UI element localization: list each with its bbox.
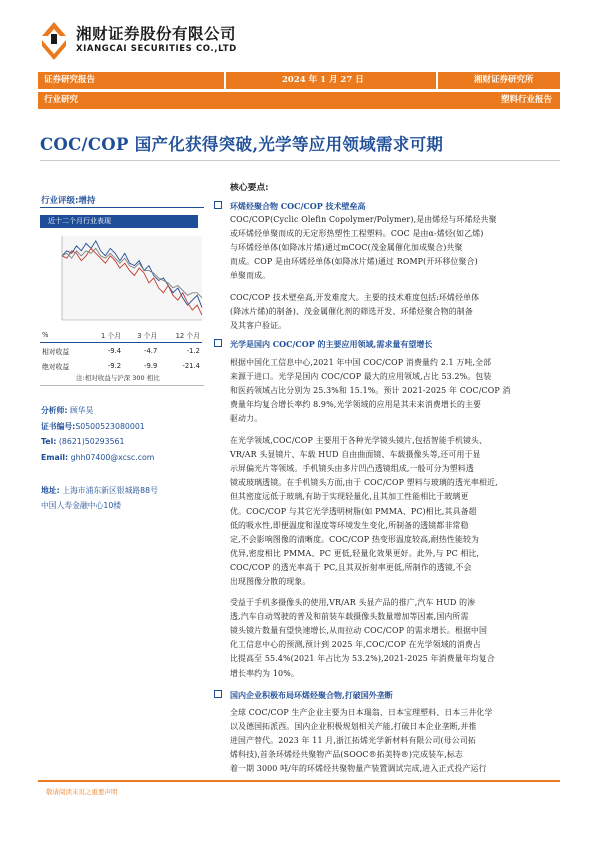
paragraph-line: 镜或玻璃透镜。在手机镜头方面,由于 COC/COP 塑料与玻璃的透光率相近, bbox=[230, 478, 498, 488]
paragraph-line: 示屏偏光片等领域。手机镜头由多片凹凸透镜组成,一般可分为塑料透 bbox=[230, 464, 474, 474]
table-cell: -9.4 bbox=[107, 346, 122, 355]
tel-line bbox=[41, 437, 124, 446]
section-heading-text: 环烯烃聚合物 COC/COP 技术壁垒高 bbox=[230, 201, 366, 211]
title-divider bbox=[40, 160, 560, 161]
paragraph-line: 或环烯烃单聚而成的无定形热塑性工程塑料。COC 是由α-烯烃(如乙烯) bbox=[230, 229, 484, 239]
table-header-row bbox=[40, 327, 202, 343]
paragraph-line: 根据中国化工信息中心,2021 年中国 COC/COP 消费量约 2.1 万吨,全部 bbox=[230, 358, 492, 367]
table-divider bbox=[40, 385, 204, 386]
paragraph-line: 优。COC/COP 与其它光学透明树脂(如 PMMA、PC)相比,其具备超 bbox=[230, 506, 477, 516]
paragraph-line: 受益于手机多摄像头的使用,VR/AR 头显产品的推广,汽车 HUD 的渗 bbox=[230, 598, 476, 607]
tel-value: (8621)50293561 bbox=[58, 437, 125, 446]
paragraph-line: 定,不会影响图像的清晰度。COC/COP 热变形温度较高,耐热性能较为 bbox=[230, 534, 480, 544]
company-logo-icon bbox=[40, 20, 68, 64]
paragraph-line: 全球 COC/COP 生产企业主要为日本瑞翁、日本宝理塑料、日本三井化学 bbox=[230, 708, 493, 717]
key-points-title: 核心要点: bbox=[230, 183, 269, 193]
paragraph-line: 烯科技),首条环烯烃共聚物产品(SOOC®拓美特®)完成装车,标志 bbox=[230, 750, 463, 760]
bar-divider bbox=[436, 72, 438, 89]
paragraph-line: 以及德国拓派西。国内企业积极规划相关产能,打破日本企业垄断,并推 bbox=[230, 722, 477, 732]
table-cell: -21.4 bbox=[182, 361, 200, 370]
header-bar-top bbox=[38, 72, 560, 89]
analyst-name: 顾华昊 bbox=[70, 406, 94, 415]
square-bullet-icon bbox=[214, 339, 222, 347]
row-label: 绝对收益 bbox=[42, 362, 70, 371]
paragraph-line: COC/COP 的透光率高于 PC,且其双折射率更低,所制作的透镜,不会 bbox=[230, 562, 472, 572]
paragraph-line: 在光学领域,COC/COP 主要用于各种光学镜头镜片,包括智能手机镜头、 bbox=[230, 436, 488, 445]
paragraph-line: 来源于进口。光学是国内 COC/COP 最大的应用领域,占比 53.2%。包装 bbox=[230, 372, 492, 382]
company-name-cn: 湘财证券股份有限公司 bbox=[76, 25, 237, 43]
address-line: 上海市浦东新区银城路88号 bbox=[62, 486, 158, 495]
paragraph-line: 而成。COP 是由环烯烃单体(如降冰片烯)通过 ROMP(开环移位聚合) bbox=[230, 257, 478, 267]
industry-performance-chart bbox=[40, 232, 204, 324]
paragraph-line: 化工信息中心的预测,预计到 2025 年,COC/COP 在光学领域的消费占 bbox=[230, 640, 481, 650]
cert-value: S0500523080001 bbox=[75, 422, 145, 431]
report-type: 证券研究报告 bbox=[44, 75, 96, 85]
paragraph-line: 增长率约为 10%。 bbox=[230, 668, 299, 678]
table-row bbox=[40, 343, 202, 359]
paragraph-line: 低的吸水性,即便温度和湿度等环境发生变化,所制备的透镜都非常稳 bbox=[230, 520, 469, 530]
section-heading bbox=[214, 690, 393, 701]
footer-disclaimer: 敬请阅读末页之重要声明 bbox=[46, 788, 118, 796]
cert-label: 证书编号: bbox=[41, 422, 76, 431]
paragraph-line: 镜头镜片数量有望快速增长,从而拉动 COC/COP 的需求增长。根据中国 bbox=[230, 626, 488, 636]
paragraph-line: 及其客户验证。 bbox=[230, 321, 287, 331]
table-cell: -9.2 bbox=[107, 361, 122, 370]
bar-divider bbox=[224, 72, 226, 89]
paragraph-line: 进国产替代。2023 年 11 月,浙江拓烯光学新材料有限公司(母公司拓 bbox=[230, 736, 476, 746]
paragraph-line: 优异,密度相比 PMMA、PC 更低,轻量化效果更好。此外,与 PC 相比, bbox=[230, 548, 480, 558]
footer-divider bbox=[38, 780, 560, 782]
section-heading bbox=[214, 339, 432, 350]
header-bar-bottom bbox=[38, 92, 560, 109]
email-label: Email: bbox=[41, 453, 69, 462]
report-category: 行业研究 bbox=[44, 95, 79, 105]
industry-report-label: 塑料行业报告 bbox=[501, 95, 553, 105]
paragraph-line: 着一期 3000 吨/年的环烯烃共聚物量产装置调试完成,进入正式投产运行 bbox=[230, 764, 487, 774]
analyst-label: 分析师: bbox=[41, 406, 68, 415]
chart-title: 近十二个月行业表现 bbox=[40, 215, 198, 228]
research-institute: 湘财证券研究所 bbox=[474, 75, 534, 85]
column-header: 3 个月 bbox=[123, 327, 159, 343]
paragraph-line: VR/AR 头显镜片、车载 HUD 自由曲面镜、车载摄像头等,还可用于显 bbox=[230, 450, 481, 460]
company-name-en: XIANGCAI SECURITIES CO.,LTD bbox=[76, 44, 237, 54]
email-line bbox=[41, 453, 154, 462]
paragraph-line: 透,汽车自动驾驶的普及和前装车载摄像头数量增加等因素,国内所需 bbox=[230, 612, 469, 622]
column-header: 1 个月 bbox=[87, 327, 123, 343]
table-cell: -9.9 bbox=[144, 361, 158, 370]
paragraph-line: (降冰片烯)的制备)、茂金属催化剂的筛选开发、环烯烃聚合物的制备 bbox=[230, 307, 473, 317]
table-row bbox=[40, 358, 202, 373]
address-line: 中国人寿金融中心10楼 bbox=[41, 501, 122, 510]
paragraph-line: 比提高至 55.4%(2021 年占比为 53.2%),2021-2025 年消费量年均复合 bbox=[230, 654, 495, 664]
row-label: 相对收益 bbox=[42, 347, 70, 356]
report-title: COC/COP 国产化获得突破,光学等应用领域需求可期 bbox=[40, 135, 444, 154]
paragraph-line: 出现图像分散的现象。 bbox=[230, 577, 311, 586]
email-value[interactable]: ghh07400@xcsc.com bbox=[70, 453, 155, 462]
paragraph-line: 费量年均复合增长率约 8.9%,光学领域的应用是其未来消费增长的主要 bbox=[230, 400, 482, 410]
report-date: 2024 年 1 月 27 日 bbox=[282, 75, 364, 85]
paragraph-line: 单聚而成。 bbox=[230, 271, 271, 281]
address-label: 地址: bbox=[41, 486, 60, 495]
square-bullet-icon bbox=[214, 690, 222, 698]
analyst-line bbox=[41, 405, 93, 416]
paragraph-line: 但其密度远低于玻璃,有助于实现轻量化,且其加工性能相比于玻璃更 bbox=[230, 492, 469, 502]
square-bullet-icon bbox=[214, 201, 222, 209]
table-note: 注:相对收益与沪深 300 相比 bbox=[76, 374, 160, 382]
paragraph-line: 驱动力。 bbox=[230, 414, 263, 424]
section-heading-text: 光学是国内 COC/COP 的主要应用领域,需求量有望增长 bbox=[230, 339, 433, 349]
industry-rating: 行业评级:增持 bbox=[41, 196, 96, 206]
section-heading-text: 国内企业积极布局环烯烃聚合物,打破国外垄断 bbox=[230, 690, 393, 700]
paragraph-line: COC/COP 技术壁垒高,开发难度大。主要的技术难度包括:环烯烃单体 bbox=[230, 293, 480, 302]
certificate-line bbox=[41, 421, 145, 432]
section-heading bbox=[214, 201, 366, 212]
paragraph-line: 和医药领域占比分别为 25.3%和 15.1%。预计 2021-2025 年 COC/COP 消 bbox=[230, 386, 511, 396]
paragraph-line: COC/COP(Cyclic Olefin Copolymer/Polymer),是由烯烃与环烯烃共聚 bbox=[230, 215, 497, 224]
performance-table bbox=[40, 327, 202, 373]
column-header: 12 个月 bbox=[159, 327, 202, 343]
rating-divider bbox=[40, 207, 204, 208]
address-block bbox=[41, 483, 158, 513]
table-cell: -1.2 bbox=[186, 346, 200, 355]
paragraph-line: 与环烯烃单体(如降冰片烯)通过mCOC(茂金属催化加成聚合)共聚 bbox=[230, 243, 463, 253]
table-cell: -4.7 bbox=[144, 346, 158, 355]
column-header: % bbox=[40, 327, 87, 343]
tel-label: Tel: bbox=[41, 437, 57, 446]
